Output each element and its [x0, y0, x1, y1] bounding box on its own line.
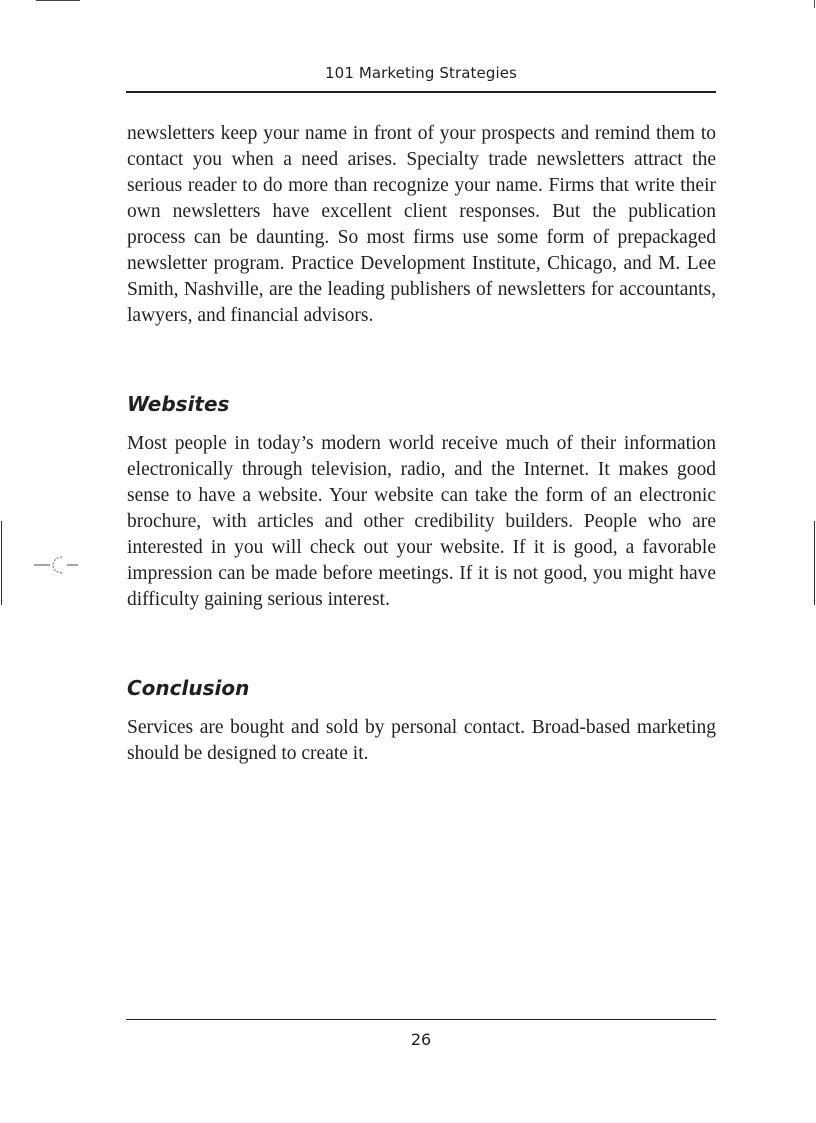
- intro-paragraph: newsletters keep your name in front of your prospects and remind them to contact you when a need arises. Specialty trade newsletters attract the serious reader to do more than recognize your name. Firms that write their own newsletters have excellent client responses. But the publication process can be daunting. So most firms use some form of prepackaged newsletter program. Practice Development Institute, Chicago, and M. Lee Smith, Nashville, are the leading publishers of newsletters for accountants, lawyers, and financial advisors.: [127, 123, 716, 326]
- section-heading-conclusion: Conclusion: [127, 676, 250, 700]
- conclusion-paragraph: Services are bought and sold by personal contact. Broad-based marketing should be designed to create it.: [127, 717, 716, 764]
- footer-rule: [126, 1019, 716, 1020]
- running-header-title: 101 Marketing Strategies: [325, 64, 517, 82]
- page-edge-mark-left: [1, 521, 2, 605]
- section-heading-websites: Websites: [127, 392, 230, 416]
- page-number: 26: [410, 1030, 432, 1049]
- header-rule: [126, 91, 716, 93]
- registration-mark-icon: [34, 552, 80, 578]
- page-edge-mark-right: [814, 521, 815, 605]
- crop-mark-top-right: [814, 0, 815, 8]
- crop-mark-top: [36, 0, 80, 1]
- websites-paragraph: Most people in today’s modern world receive much of their information electronically through television, radio, and the Internet. It makes good sense to have a website. Your website can take the form of an electronic brochure, with articles and other credibility builders. People who are interested in you will check out your website. If it is good, a favorable impression can be made before meetings. If it is not good, you might have difficulty gaining serious interest.: [127, 433, 716, 610]
